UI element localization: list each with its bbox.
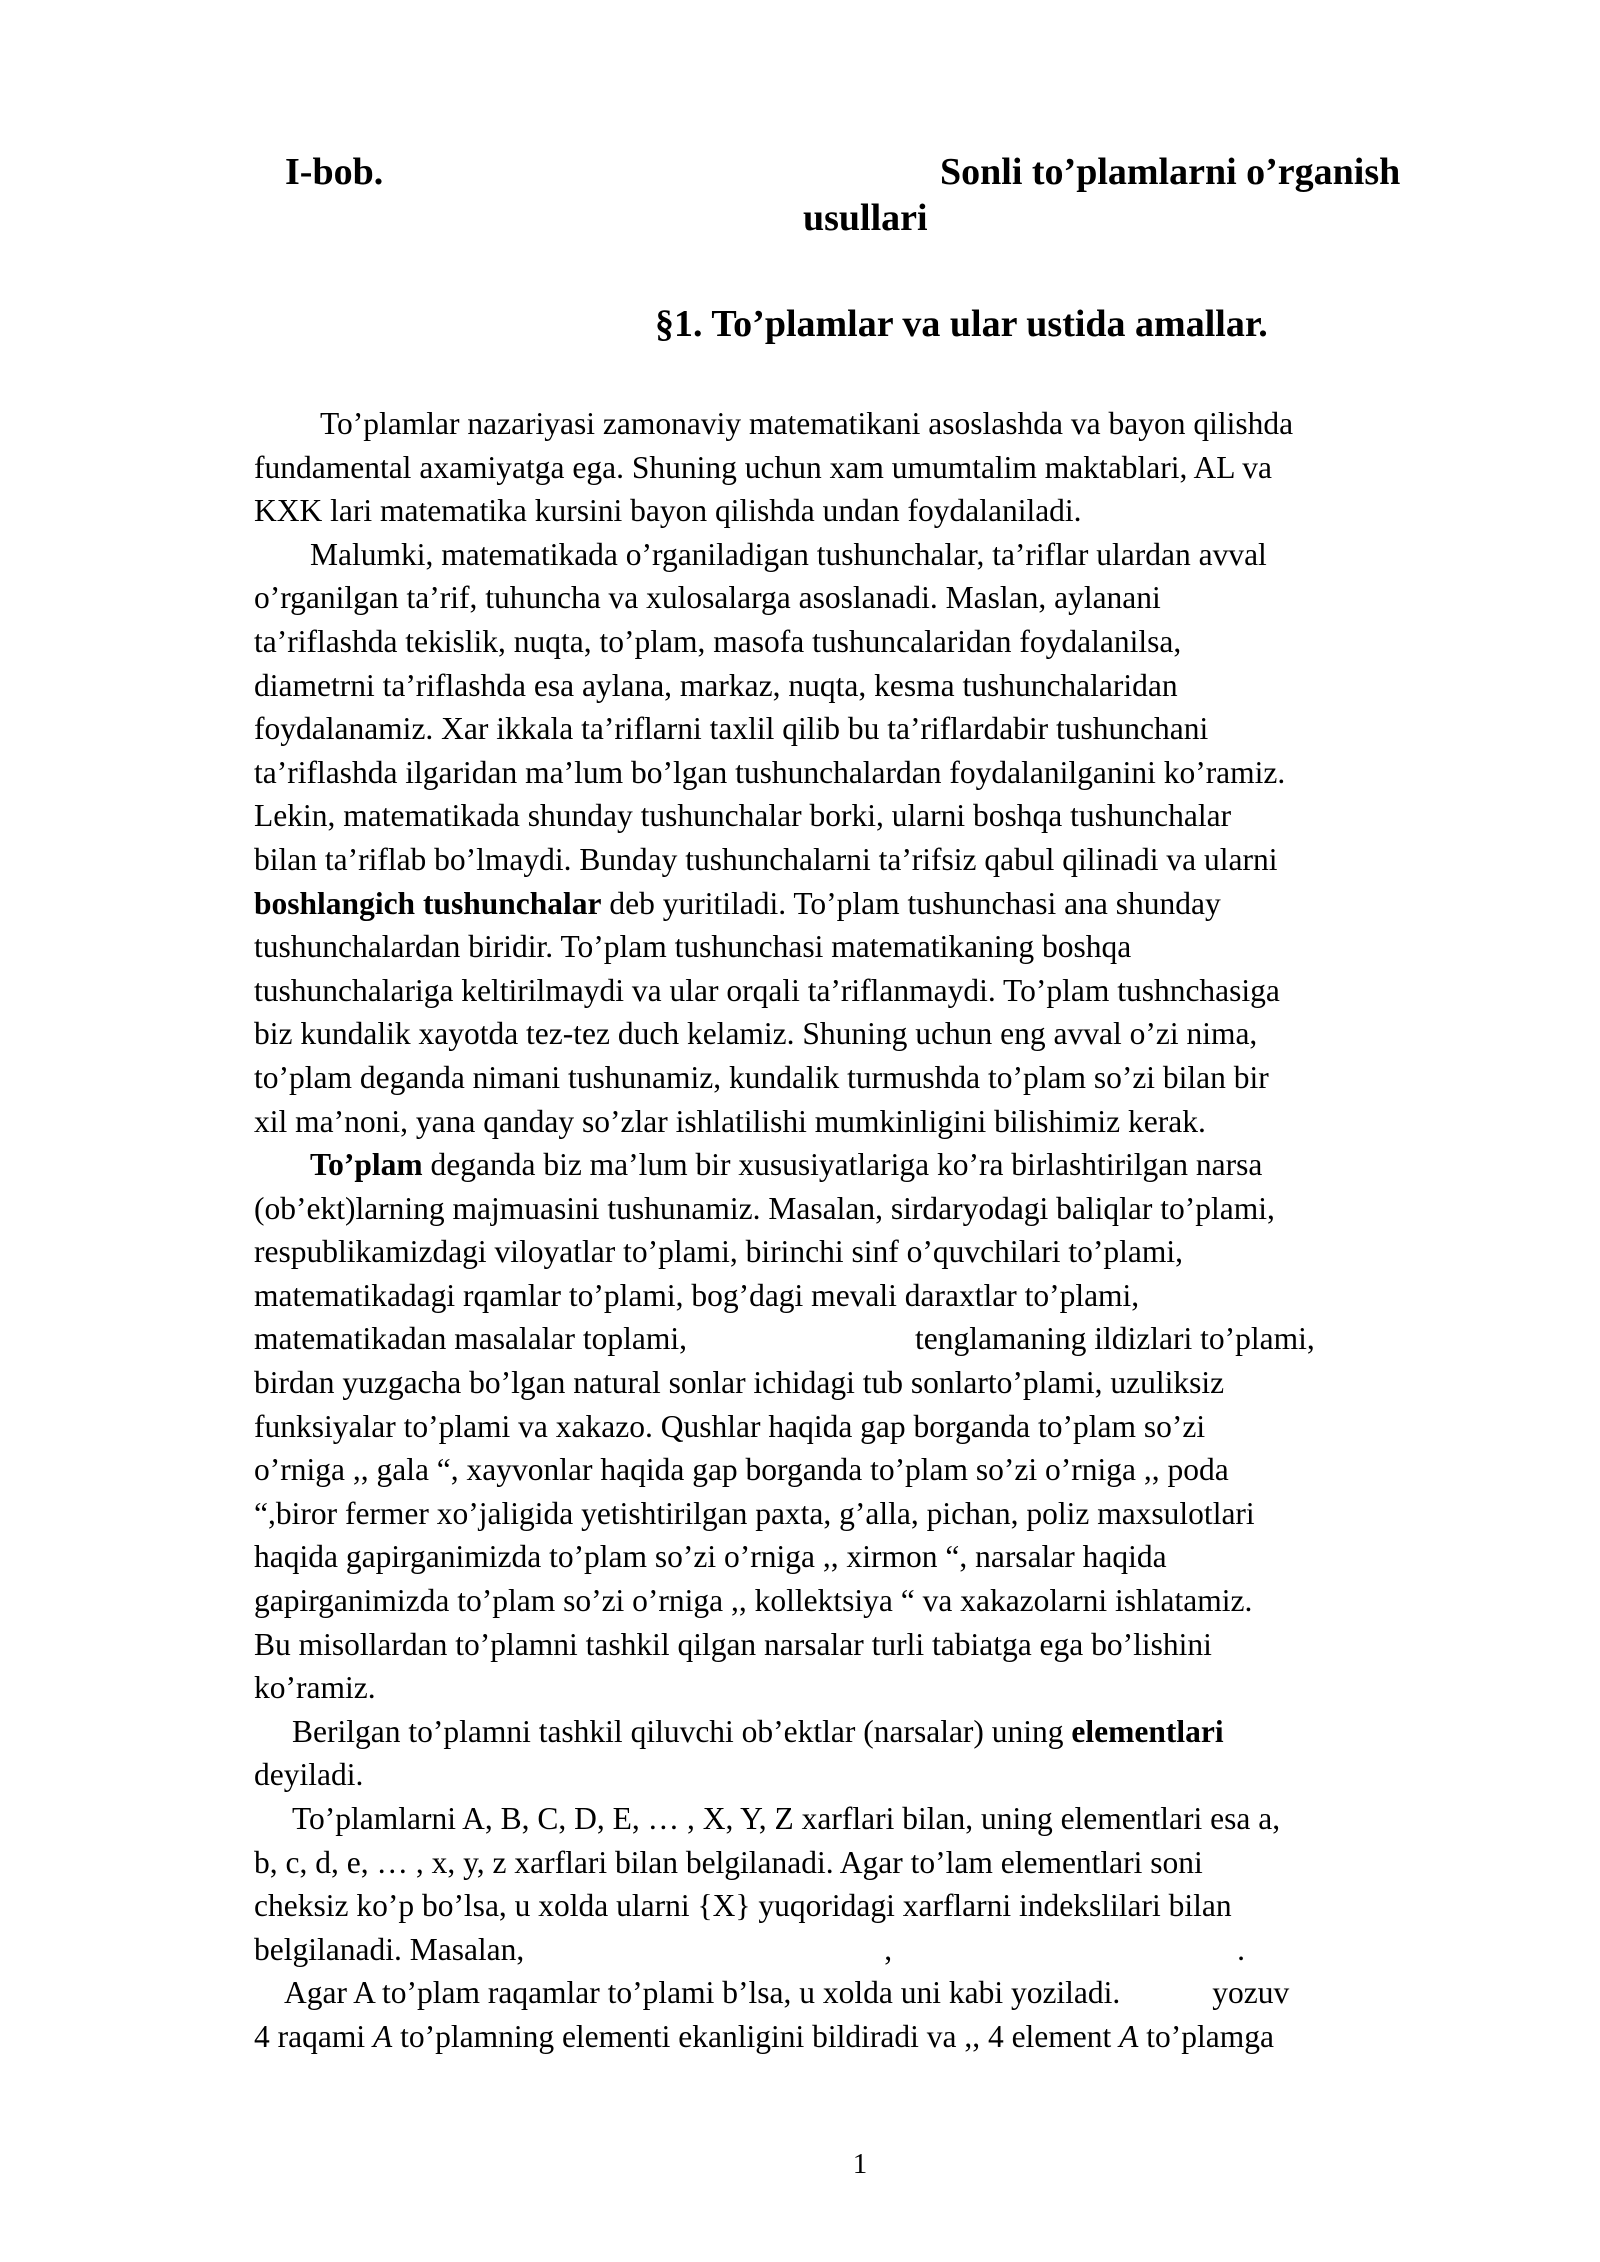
text-line: biz kundalik xayotda tez-tez duch kelamiz. Shuning uchun eng avval o’zi nima, — [254, 1016, 1258, 1052]
text-line: respublikamizdagi viloyatlar to’plami, birinchi sinf o’quvchilari to’plami, — [254, 1234, 1184, 1270]
text-line: Agar A to’plam raqamlar to’plami b’lsa, u xolda uni kabi yoziladi. yozuv — [284, 1975, 1290, 2011]
text-line: To’plam deganda biz ma’lum bir xususiyatlariga ko’ra birlashtirilgan narsa — [310, 1147, 1263, 1183]
text-line: ko’ramiz. — [254, 1670, 376, 1706]
chapter-heading — [0, 150, 1600, 250]
text-line: matematikadagi rqamlar to’plami, bog’dagi mevali daraxtlar to’plami, — [254, 1277, 1140, 1313]
text-line: belgilanadi. Masalan, , . — [254, 1931, 1246, 1967]
text-line: Bu misollardan to’plamni tashkil qilgan narsalar turli tabiatga ega bo’lishini — [254, 1626, 1212, 1662]
text-line: fundamental axamiyatga ega. Shuning uchun xam umumtalim maktablari, AL va — [254, 449, 1272, 485]
paragraph-definitions — [254, 533, 1494, 1143]
text-line: gapirganimizda to’plam so’zi o’rniga ,, kollektsiya “ va xakazolarni ishlatamiz. — [254, 1583, 1253, 1619]
text-line: tushunchalariga keltirilmaydi va ular orqali ta’riflanmaydi. To’plam tushnchasiga — [254, 972, 1280, 1008]
text-line: to’plam deganda nimani tushunamiz, kundalik turmushda to’plam so’zi bilan bir — [254, 1059, 1269, 1095]
text-line: foydalanamiz. Xar ikkala ta’riflarni taxlil qilib bu ta’riflardabir tushunchani — [254, 711, 1209, 747]
paragraph-notation — [254, 1797, 1494, 1971]
text-line: o’rniga ,, gala “, xayvonlar haqida gap borganda to’plam so’zi o’rniga ,, poda — [254, 1452, 1229, 1488]
chapter-title-continuation: usullari — [803, 197, 928, 239]
text-line: 4 raqami A to’plamning elementi ekanligini bildiradi va ,, 4 element A to’plamga — [254, 2018, 1274, 2054]
page-number: 1 — [852, 2148, 868, 2180]
text-line: (ob’ekt)larning majmuasini tushunamiz. Masalan, sirdaryodagi baliqlar to’plami, — [254, 1190, 1275, 1226]
text-line: ta’riflashda ilgaridan ma’lum bo’lgan tushunchalardan foydalanilganini ko’ramiz. — [254, 754, 1286, 790]
text-line: Berilgan to’plamni tashkil qiluvchi ob’ektlar (narsalar) uning elementlari — [292, 1713, 1224, 1749]
text-line: bilan ta’riflab bo’lmaydi. Bunday tushunchalarni ta’rifsiz qabul qilinadi va ularni — [254, 841, 1278, 877]
text-line: ta’riflashda tekislik, nuqta, to’plam, masofa tushuncalaridan foydalanilsa, — [254, 623, 1182, 659]
chapter-number: I-bob. — [285, 151, 384, 193]
text-line: Malumki, matematikada o’rganiladigan tushunchalar, ta’riflar ulardan avval — [310, 536, 1267, 572]
paragraph-set-definition — [254, 1143, 1494, 1710]
paragraph-intro — [254, 402, 1494, 533]
paragraph-elements — [254, 1710, 1494, 1797]
bold-term: To’plam — [310, 1147, 423, 1183]
text-line: To’plamlar nazariyasi zamonaviy matematikani asoslashda va bayon qilishda — [320, 406, 1294, 441]
text-line: cheksiz ko’p bo’lsa, u xolda ularni {X} yuqoridagi xarflarni indekslilari bilan — [254, 1888, 1232, 1924]
bold-term: boshlangich tushunchalar — [254, 885, 602, 921]
text-line: deyiladi. — [254, 1757, 364, 1793]
text-line: haqida gapirganimizda to’plam so’zi o’rniga ,, xirmon “, narsalar haqida — [254, 1539, 1167, 1575]
section-title: §1. To’plamlar va ular ustida amallar. — [655, 303, 1268, 345]
chapter-title: Sonli to’plamlarni o’rganish — [940, 151, 1401, 193]
text-line: funksiyalar to’plami va xakazo. Qushlar haqida gap borganda to’plam so’zi — [254, 1408, 1206, 1444]
text-line: boshlangich tushunchalar deb yuritiladi. To’plam tushunchasi ana shunday — [254, 885, 1221, 921]
text-line: “,biror fermer xo’jaligida yetishtirilgan paxta, g’alla, pichan, poliz maxsulotlari — [254, 1495, 1255, 1531]
text-line: o’rganilgan ta’rif, tuhuncha va xulosalarga asoslanadi. Maslan, aylanani — [254, 580, 1161, 616]
text-line: tushunchalardan biridir. To’plam tushunchasi matematikaning boshqa — [254, 929, 1132, 965]
text-line: To’plamlarni A, B, C, D, E, … , X, Y, Z xarflari bilan, uning elementlari esa a, — [292, 1801, 1281, 1836]
text-line: matematikadan masalalar toplami, tenglamaning ildizlari to’plami, — [254, 1321, 1315, 1357]
text-line: xil ma’noni, yana qanday so’zlar ishlatilishi mumkinligini bilishimiz kerak. — [254, 1103, 1206, 1139]
text-line: diametrni ta’riflashda esa aylana, markaz, nuqta, kesma tushunchalaridan — [254, 667, 1178, 703]
paragraph-example — [254, 1971, 1494, 2058]
bold-term: elementlari — [1071, 1713, 1224, 1749]
body-text — [254, 402, 1494, 2059]
text-line: birdan yuzgacha bo’lgan natural sonlar ichidagi tub sonlarto’plami, uzuliksiz — [254, 1365, 1225, 1401]
text-line: b, c, d, e, … , x, y, z xarflari bilan belgilanadi. Agar to’lam elementlari soni — [254, 1844, 1203, 1880]
text-line: KXK lari matematika kursini bayon qilishda undan foydalaniladi. — [254, 493, 1082, 529]
text-line: Lekin, matematikada shunday tushunchalar borki, ularni boshqa tushunchalar — [254, 798, 1232, 834]
